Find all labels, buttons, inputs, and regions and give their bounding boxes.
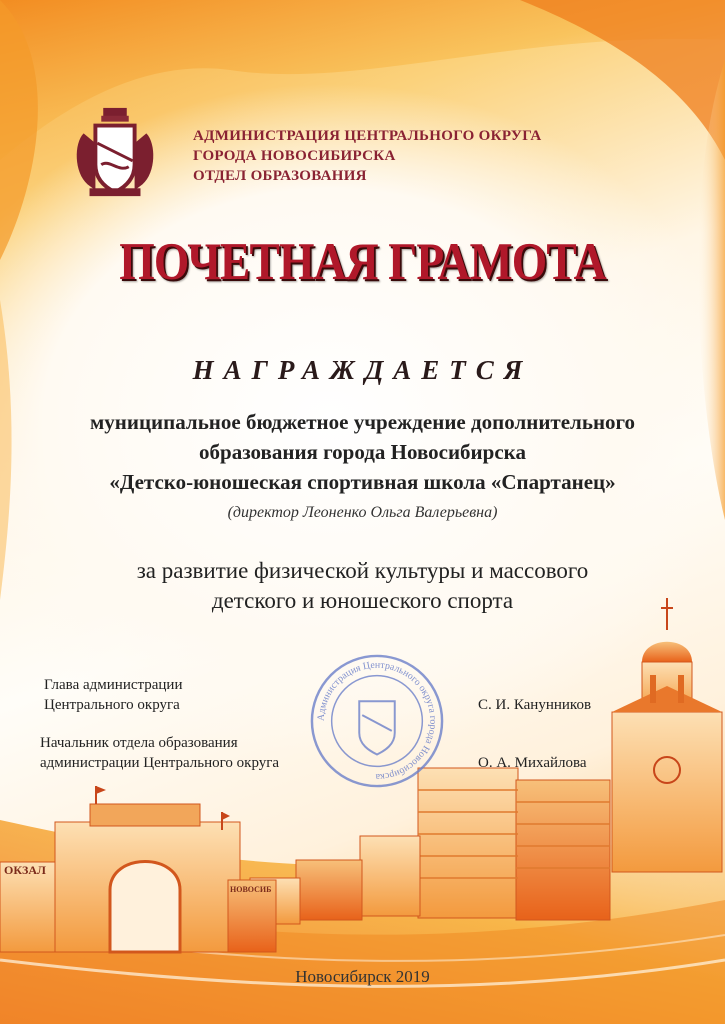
- station-sign-left: ОКЗАЛ: [4, 863, 46, 877]
- signer1-title-line2: Центрального округа: [44, 697, 180, 713]
- award-reason-line2: детского и юношеского спорта: [211, 588, 514, 613]
- org-name-line2: ГОРОДА НОВОСИБИРСКА: [193, 148, 396, 164]
- recipient-line3: «Детско-юношеская спортивная школа «Спартанец»: [109, 470, 616, 494]
- awarded-label: НАГРАЖДАЕТСЯ: [192, 355, 533, 385]
- signer2-title-line2: администрации Центрального округа: [40, 755, 280, 771]
- svg-text:Администрация Центрального окр: [316, 660, 439, 783]
- certificate-title: ПОЧЕТНАЯ ГРАМОТА: [119, 233, 606, 291]
- org-department: ОТДЕЛ ОБРАЗОВАНИЯ: [193, 168, 367, 184]
- official-stamp: [308, 652, 446, 790]
- coat-of-arms-emblem: [66, 104, 164, 202]
- station-sign-right: НОВОСИБ: [230, 885, 272, 894]
- recipient-line2: образования города Новосибирска: [199, 440, 526, 464]
- award-reason-line1: за развитие физической культуры и массового: [136, 558, 589, 583]
- signer1-name: С. И. Канунников: [478, 697, 592, 713]
- railway-station-building: [0, 786, 276, 952]
- office-buildings: [250, 768, 610, 924]
- signer2-name: О. А. Михайлова: [478, 755, 587, 771]
- signer1-title-line1: Глава администрации: [44, 677, 183, 693]
- recipient-line1: муниципальное бюджетное учреждение дополнительного: [89, 410, 636, 434]
- org-name-line1: АДМИНИСТРАЦИЯ ЦЕНТРАЛЬНОГО ОКРУГА: [193, 128, 542, 144]
- stamp-ring-text: Администрация Центрального округа города Новосибирска: [315, 659, 439, 783]
- chapel-building: [612, 598, 722, 872]
- footer-place-year: Новосибирск 2019: [295, 967, 430, 986]
- signer2-title-line1: Начальник отдела образования: [40, 735, 238, 751]
- recipient-director: (директор Леоненко Ольга Валерьевна): [227, 504, 498, 521]
